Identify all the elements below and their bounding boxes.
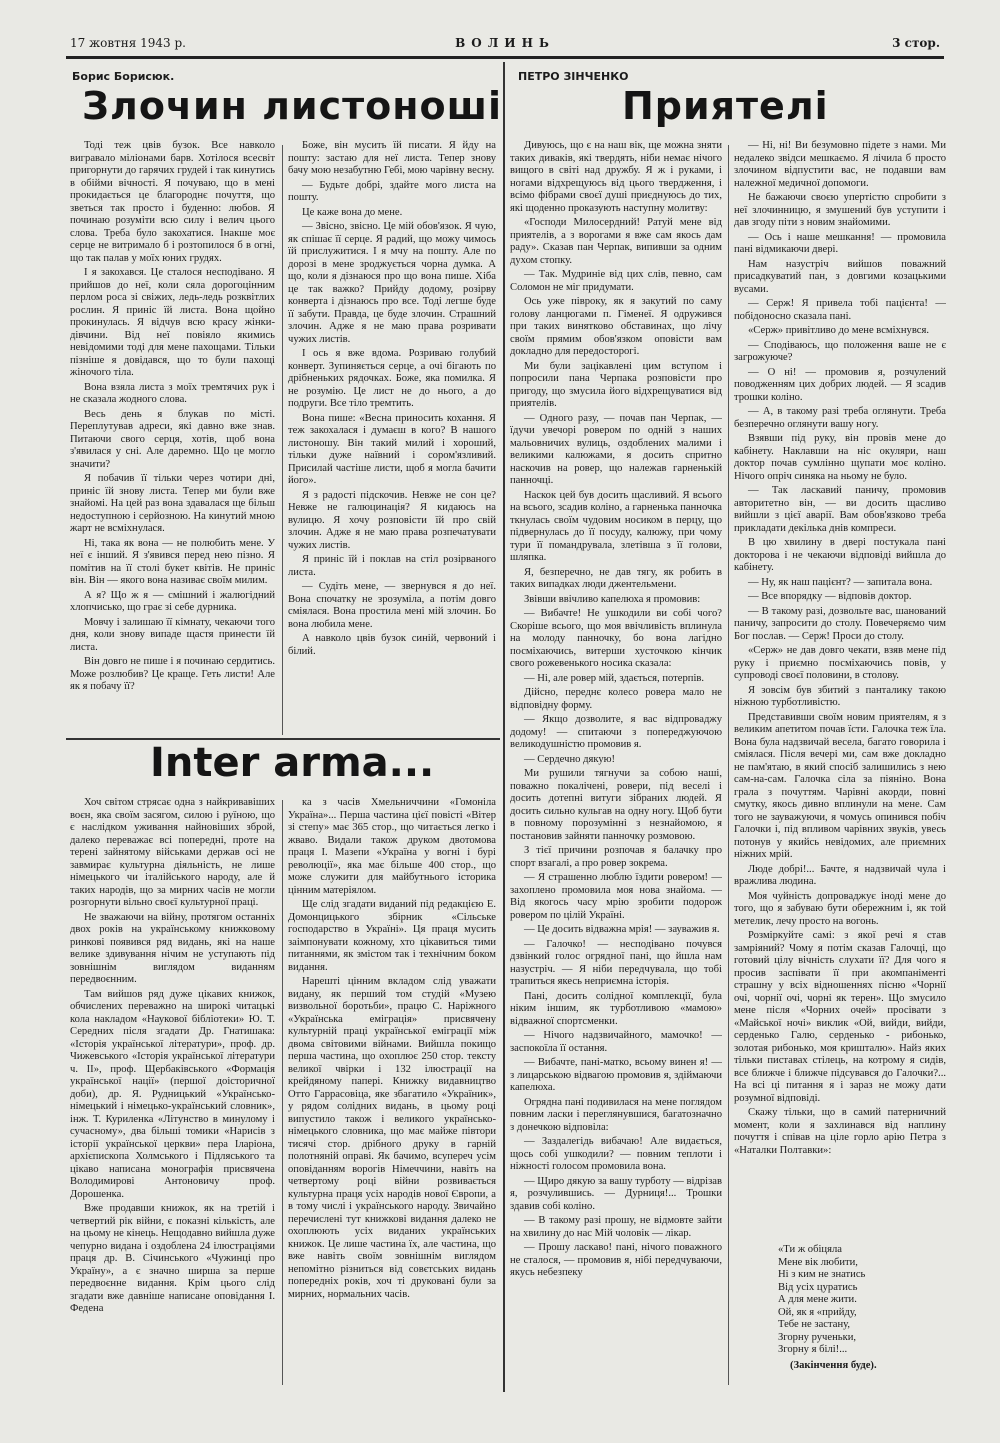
header-rule (66, 56, 944, 59)
paragraph: «Серж» не дав довго чекати, взяв мене під руку і приємно посміхаючись повів, у супроводі своєї половини, в столову. (734, 645, 946, 681)
paragraph: А навколо цвів бузок синій, червоний і білий. (288, 633, 496, 657)
paragraph: І ось я вже вдома. Розриваю голубий конверт. Зупиняється серце, а очі бігають по дрібненьких рядочках. Боже, яка помилка. Я не розумію. Це лист не до нього, а до подруги. Все тіло тремтить. (288, 348, 496, 409)
paragraph: — Так ласкавий паничу, промовив авторитетно він, — ви досить щасливо вийшли з цієї аварії. Вам обов'язково треба прикладати декілька днів компреси. (734, 485, 946, 534)
article-column-2 (288, 797, 496, 1387)
verse-line: Тебе не застану, (778, 1319, 850, 1330)
verse-line: Ой, як я «прийду, (778, 1306, 857, 1318)
paragraph: — Ось і наше мешкання! — промовила пані відмикаючи двері. (734, 231, 946, 255)
column-divider-right-story (728, 145, 729, 1385)
story-column-2 (288, 140, 496, 732)
verse-line: «Ти ж обіцяла (778, 1244, 842, 1255)
paragraph: Боже, він мусить їй писати. Я йду на пошту: застаю для неї листа. Тепер знову бачу мою незабутню Гебі, мою чарівну весну. (288, 140, 496, 176)
to-be-continued-note: (Закінчення буде). (790, 1360, 877, 1371)
paragraph: Огрядна пані подивилася на мене поглядом повним ласки і переглянувшися, багатозначно з донечкою відповіла: (510, 1096, 722, 1133)
paragraph: Я зовсім був збитий з панталику такою ніжною турботливістю. (734, 684, 946, 708)
paragraph: Він довго не пише і я починаю сердитись. Може розлюбив? Це краще. Геть листи! Але як я побачу її? (70, 656, 275, 692)
paragraph: — В такому разі, дозвольте вас, шанований паничу, запросити до столу. Повечеряємо чим Бог послав. — Серж! Проси до столу. (734, 605, 946, 642)
article-title: Inter arma... (150, 740, 435, 786)
paragraph: — Все впорядку — відповів доктор. (748, 591, 912, 602)
story-title: Злочин листоноші (82, 84, 502, 128)
verse-line: Від усіх цуратись (778, 1281, 858, 1293)
paragraph: Я, безперечно, не дав тягу, як робить в таких випадках люди джентельмени. (510, 566, 722, 590)
song-verse (778, 1244, 943, 1357)
paragraph: Дивуюсь, що є на наш вік, ще можна зняти таких диваків, які твердять, ніби немає нічого вищого в світі над дружбу. Я ж і руками, і ногами відхрещуюсь від цього твердження, і всімо фібрами своєї душі приєднуюсь до тих, які щоденно проказують наступну молитву: (510, 140, 722, 214)
paragraph: Звівши ввічливо капелюха я промовив: (524, 593, 701, 605)
paragraph: Я побачив її тільки через чотири дні, приніс їй знову листа. Тепер ми були вже знайомі. На цей раз вона здавалася ще більш недоступною і серйозною. На кинутий мною жарт не всміхнулася. (70, 473, 275, 534)
paragraph: Ось уже півроку, як я закутий по саму голову ланцюгами п. Гіменеї. Я одружився при таких винятково обставинах, що лічу своїм прямим обов'язком оповісти вам докладно для передосторогі. (510, 296, 722, 357)
paragraph: — Заздалегідь вибачаю! Але видається, щось собі ушкодили? — повним теплоти і ніжності голосом промовила вона. (510, 1136, 722, 1172)
paragraph: Це каже вона до мене. (302, 206, 403, 218)
paragraph: — Я страшенно люблю їздити ровером! — захоплено промовила моя нова знайома. — Від якогось часу мрію зробити подорож ровером по цілій Україні. (510, 872, 722, 921)
paragraph: — Вибачте! Не ушкодили ви собі чого? Скоріше всього, що моя ввічливість вплинула на молоду панночку, бо вона лагідно посміхаючись, витерши хусточкою кінчик свого рожевенького носика сказала: (510, 608, 722, 669)
paragraph: Нарешті цінним вкладом слід уважати видану, як перший том студій «Музею визвольної боротьби», працю С. Наріжного «Українська еміграція» присвячену культурній праці української еміграції між двома світовими війнами. Вийшла покищо перша частина, що охоплює 250 стор. тексту великої чвірки і 132 ілюстрації на крейдяному папері. Книжку видавництво Отто Гаррасовіца, яке збагатило «Україник», у рядом солідних видань, в цьому році випустило також і великого українсько-німецького словника, що має майже півтори тисячі стор. дрібного друку в гарній полотняній оправі. Як бачимо, всупереч усім оповіданням ворогів Німеччини, навіть на четвертому році війни розвивається культурна праця усіх народів нової Європи, а в тому числі і українського народу. Звичайно перечислені тут книжкові видання далеко не охоплюють усіх виданих українських книжок. Це лише частина їх, але частина, що вже навіть своїм зовнішнім виглядом непомітно різниться від совєтських видань попередніх років, хоч ті друковані були за мирних, нормальних часів. (288, 976, 496, 1300)
paragraph: Вона пише: «Весна приносить кохання. Я теж закохалася і думаєш в кого? В нашого листоношу. Він такий милий і хороший, тільки дуже наївний і сором'язливий. Присилай частіше листи, щоб я могла бачити його». (288, 412, 496, 486)
story-title: Приятелі (622, 84, 829, 128)
paragraph: Ми рушили тягнучи за собою наші, поважно покалічені, ровери, під веселі і досить дотепні витуги зібраних людей. Я досить сильно кульгав на одну ногу. Щоб бути в повному порозумінні з незнайомою, я постановив зайняти панночку розмовою. (510, 768, 722, 842)
paragraph: Мовчу і залишаю її кімнату, чекаючи того дня, коли знову випаде щастя принести їй листа. (70, 616, 275, 653)
paragraph: ка з часів Хмельниччини «Гомоніла Україна»... Перша частина цієї повісті «Вітер зі степу» має 365 стор., що читається легко і жваво. Видали також друком двотомова праця І. Мазепи «Україна у вогні і бурі революції», яка має більше 400 стор., що може служити для майбутнього історика цінним матеріялом. (288, 797, 496, 896)
paragraph: — Звісно, звісно. Це мій обов'язок. Я чую, як спішає її серце. Я радий, що можу чимось їй прислужитися. І я мчу на пошту. Але по дорозі в мене зроджується чорна думка. А що, коли я дізнаюся про що вона пише. Хіба це так важко? Прийду додому, розірву конверта і дізнаюсь про все. Тоді легше буде її забути. Правда, це буде злочин. Страшний злочин. Адже я не маю права розривати чужих листів. (288, 221, 496, 345)
paragraph: — В такому разі прошу, не відмовте зайти на хвилину до нас Мій чоловік — лікар. (510, 1215, 722, 1239)
paragraph: — Так. Мудриніе від цих слів, певно, сам Соломон не міг придумати. (510, 269, 722, 293)
paragraph: Не бажаючи своєю упертістю спробити з неї злочинницю, я змушений був уступити і дав згоду піти з новим знайомими. (734, 192, 946, 228)
paragraph: Хоч світом стрясає одна з найкривавіших воєн, яка своїм засягом, силою і руїною, що є наслідком уживання найновіших зброй, далеко переважає всі попередні, проте на терені зайнятому військами держав осі не завмирає культурна діяльність, не лише німецького чи італійського народу, але й таких народів, що за мирних часів не могли розгорнути вільно своєї культурної праці. (70, 797, 275, 908)
header-date: 17 жовтня 1943 р. (70, 36, 186, 50)
paragraph: — Одного разу, — почав пан Черпак, — їдучи увечорі ровером по одній з наших мальовничих вулиць, оздоблених малими і великими калюжами, я досить спритно наскочив на ровер, що належав гарненькій панночці. (510, 412, 722, 486)
paragraph: І я закохався. Це сталося несподівано. Я прийшов до неї, коли сяла дорогоцінним перлом роса зі свіжих, ледь-ледь розквітлих рослин. Я приніс їй листа. Вона щойно прокинулась. Я відчув всю красу жінки-дівчини. Від неї повіяло якимись невідомими тоді для мене пахощами. Тільки пізніше я довідався, що то були пахощі жіночого тіла. (70, 267, 275, 378)
verse-line: Згорну я білі!... (778, 1344, 848, 1355)
paragraph: Тоді теж цвів бузок. Все навколо вигравало міліонами барв. Хотілося всесвіт пригорнути до гарячих грудей і так кинутись в обійми вічності. Я почуваю, що в мені прокидається це благороднє почуття, що зветься так просто і буденно: любов. Я починаю розуміти всю силу і велич цього слова. Треба було закохатися. Інакше моє серце не витримало б і розтопилося б в огні, що так палав у моїх юних грудях. (70, 140, 275, 264)
story-column-1 (510, 140, 722, 1388)
paragraph: Я з радості підскочив. Невже не сон це? Невже не галюцинація? Я кидаюсь на вулицю. Я хочу розповісти їй про свій злочин. Адже я не маю права розпечатувати чужих листів. (288, 489, 496, 551)
column-divider-main (503, 62, 505, 1392)
verse-line: Ні з ким не знатись (778, 1269, 866, 1280)
paragraph: Пані, досить солідної комплекції, була ніким іншим, як турботливою «мамою» відважної спортсменки. (510, 990, 722, 1027)
paragraph: — Це досить відважна мрія! — зауважив я. (524, 924, 720, 935)
paragraph: — Нічого надзвичайного, мамочко! — заспокоїла її остання. (510, 1030, 722, 1054)
paragraph: — Щиро дякую за вашу турботу — відрізав я, розчулившись. — Дурниця!... Трошки здавив собі коліно. (510, 1175, 722, 1212)
paragraph: — Ні, але ровер мій, здається, потерпів. (524, 672, 705, 684)
paragraph: — Ні, ні! Ви безумовно підете з нами. Ми недалеко звідси мешкаємо. Я лічила б просто злочином відпустити вас, не подавши вам належної медичної допомоги. (734, 140, 946, 189)
story-column-2 (734, 140, 946, 1240)
paragraph: Дійсно, переднє колесо ровера мало не відповідну форму. (510, 687, 722, 711)
header-newspaper-name: ВОЛИНЬ (455, 36, 555, 50)
paragraph: Скажу тільки, що в самий патерничний момент, коли я захлинався від наплину почуття і співав на ціле горло арію Петра з «Наталки Полтавки»: (734, 1107, 946, 1156)
paragraph: — Сердечно дякую! (524, 753, 616, 765)
paragraph: З тієї причини розпочав я балачку про спорт взагалі, а про ровер зокрема. (510, 845, 722, 869)
paragraph: А я? Що ж я — смішний і жалюгідний хлопчисько, що грає зі себе дурника. (70, 589, 275, 613)
column-divider-inter-arma (282, 800, 283, 1385)
paragraph: «Господи Милосердний! Ратуй мене від приятелів, а з ворогами я вже сам якось дам раду». Сказав пан Черпак, випивши за одним духом стопку. (510, 217, 722, 266)
paragraph: — О ні! — промовив я, розчулений поводженням цих добрих людей. — Я зсадив трошки коліно. (734, 366, 946, 403)
paragraph: Не зважаючи на війну, протягом останніх двох років на українському книжковому ринкові появився ряд видань, які на наше велике здивування нічим не уступають під зовнішнім виглядом виданням передвоєнним. (70, 911, 275, 985)
paragraph: Нам назустріч вийшов поважний присадкуватий пан, з довгими козацькими вусами. (734, 258, 946, 295)
paragraph: Взявши під руку, він провів мене до кабінету. Наклавши на ніс окуляри, наш доктор почав сумлінно щупати моє коліно. Нічого опріч синяка на ньому не було. (734, 433, 946, 482)
paragraph: — Якщо дозволите, я вас відпроваджу додому! — спитаючи з попереджуючою великодушністю промовив я. (510, 714, 722, 750)
verse-line: А для мене жити. (778, 1294, 857, 1305)
paragraph: — Серж! Я привела тобі пацієнта! — побідоносно сказала пані. (734, 298, 946, 322)
paragraph: Вже продавши книжок, як на третій і четвертий рік війни, є показні кількість, але на цьому не кінець. Нещодавно вийшла дуже чепурно видана і оздоблена 24 ілюстраціями праця др. В. Січинського «Чужинці про Україну», а є значно ширша за перше передвоєнне видання. Крім цього слід згадати вже давніше написане оповідання І. Федена (70, 1203, 275, 1314)
story-author: Борис Борисюк. (72, 70, 175, 83)
paragraph: — Будьте добрі, здайте мого листа на пошту. (288, 179, 496, 203)
paragraph: Там вийшов ряд дуже цікавих книжок, обчислених переважно на широкі читацькі кола накладом «Наукової бібліотеки» Ю. Т. Середних після згадати Др. Гнатишака: «Історія української літератури», проф. др. Чижевського «Історія української літератури ч. ІІ», проф. Щербаківського «Формація української нації» (першої доісторичної доби), др. Я. Рудницький «Українсько-німецький і німецько-український словник», інж. Т. Куриленка «Літунство в минулому і сучасному», два більші томики «Нарисів з історії української церкви» пера Іларіона, архієпископа Холмського і Підляського та цікаво написана монографія присвячена Володимирові Антоновичу проф. Дорошенка. (70, 988, 275, 1200)
paragraph: — Вибачте, пані-матко, всьому винен я! — з лицарською відвагою промовив я, здіймаючи капелюха. (510, 1057, 722, 1093)
paragraph: Наскок цей був досить щасливий. Я всього на всього, зсадив коліно, а гарненька панночка ткнулась своїм чудовим носиком в перцу, що підвернулась до її посуду, калюжу, при чому тури її помандрувала, злетівша з її голови, шляпка. (510, 489, 722, 563)
verse-line: Згорну рученьки, (778, 1331, 857, 1343)
paragraph: Моя чуйність допроваджує іноді мене до того, що я забуваю бути обережним і, як той метелик, лечу просто на вогонь. (734, 890, 946, 927)
header-page-number: 3 стор. (892, 36, 940, 50)
page-header (70, 36, 940, 56)
story-author: ПЕТРО ЗІНЧЕНКО (518, 70, 629, 83)
paragraph: Ще слід згадати виданий під редакцією Е. Домонцицького збірник «Сільське господарство в Україні». Ця праця мусить заімпонувати кожному, хто цікавиться тими питаннями, як змістом так і технічним боком видання. (288, 899, 496, 973)
paragraph: «Серж» привітливо до мене всміхнувся. (748, 325, 930, 336)
verse-line: Мене вік любити, (778, 1256, 858, 1268)
paragraph: Розміркуйте самі: з якої речі я став замріяний? Чому я потім сказав Галочці, що готовий цілу вічність слухати її? Для чого я просив заспівати її при акомпаніменті страшну у всіх відношеннях пісню «Чорнії очі, чорнії очі, чорні як терен». Що змусило мене після «Чорних очей» просівати з «Майської ночі» виклик «Ой, вийди, вийди, серденько Галю, серденько - рибонько, золотая рибонько, моя кришталю». Найз яких тільки пиставах стілець, на котрому я сидів, все ближче і ближче підсувався до Галочки?... На всі ці питання я і зараз не можу дати розумної відповіді. (734, 930, 946, 1104)
paragraph: Представивши своїм новим приятелям, я з великим апетитом почав їсти. Галочка теж їла. Вона була надзвичай весела, багато говорила і сміялася. Після вечері ми, сам вже докладно не пам'ятаю, в який спосіб залишились з нею сам-на-сам. Галочка сіла за піяніно. Вона грала з почуттям. Чарівні акорди, повні смутку, якось дивно вплинули на мене. Сам того не зауважуючи, я чомусь опинився побіч Галочки і, під впливом чарівних звуків, увесь потонув у якийсь невідомих, але приємних ніжних мрій. (734, 711, 946, 860)
paragraph: Люде добрі!... Бачте, я надзвичай чула і вражлива людина. (734, 863, 946, 887)
paragraph: — Сподіваюсь, що положення вашe не є загрожуюче? (734, 339, 946, 363)
paragraph: В цю хвилину в двері постукала пані докторова і не чекаючи відповіді вийшла до кабінету. (734, 537, 946, 573)
paragraph: Я приніс їй і поклав на стіл розірваного листа. (288, 554, 496, 578)
paragraph: Ні, така як вона — не полюбить мене. У неї є інший. Я з'явився перед нею пізно. Я помітив на її столі букет квітів. Не приніс він. Він — якого вона називає своїм милим. (70, 537, 275, 586)
paragraph: — Судіть мене, — звернувся я до неї. Вона спочатку не зрозуміла, а потім довго сміялася. Вона простила мені мій злочин. Бо вона любила мене. (288, 581, 496, 630)
paragraph: Ми були зацікавлені цим вступом і попросили пана Черпака розповісти про пригоду, що змусила його відхрещуватися від приятелів. (510, 360, 722, 409)
article-column-1 (70, 797, 275, 1387)
paragraph: — Ну, як наш пацієнт? — запитала вона. (748, 576, 933, 588)
paragraph: — Прошу ласкаво! пані, нічого поважного не сталося, — промовив я, нібі передчуваючи, якусь небезпеку (510, 1242, 722, 1278)
paragraph: Весь день я блукав по місті. Переплутував адреси, які давно вже знав. Питаючи свого серця, хотів, щоб вона з'явилася у сні. Але даремно. Що це могло значити? (70, 408, 275, 470)
paragraph: Вона взяла листа з моїх тремтячих рук і не сказала жодного слова. (70, 381, 275, 405)
column-divider-left-story (282, 145, 283, 735)
paragraph: — А, в такому разі треба оглянути. Треба безперечно оглянути вашу ногу. (734, 406, 946, 430)
paragraph: — Галочко! — несподівано почувся дзвінкий голос огрядної пані, що йшла нам назустріч. — Я ніби передчувала, що тобі трапиться якесь неприємна історія. (510, 938, 722, 987)
story-column-1 (70, 140, 275, 732)
